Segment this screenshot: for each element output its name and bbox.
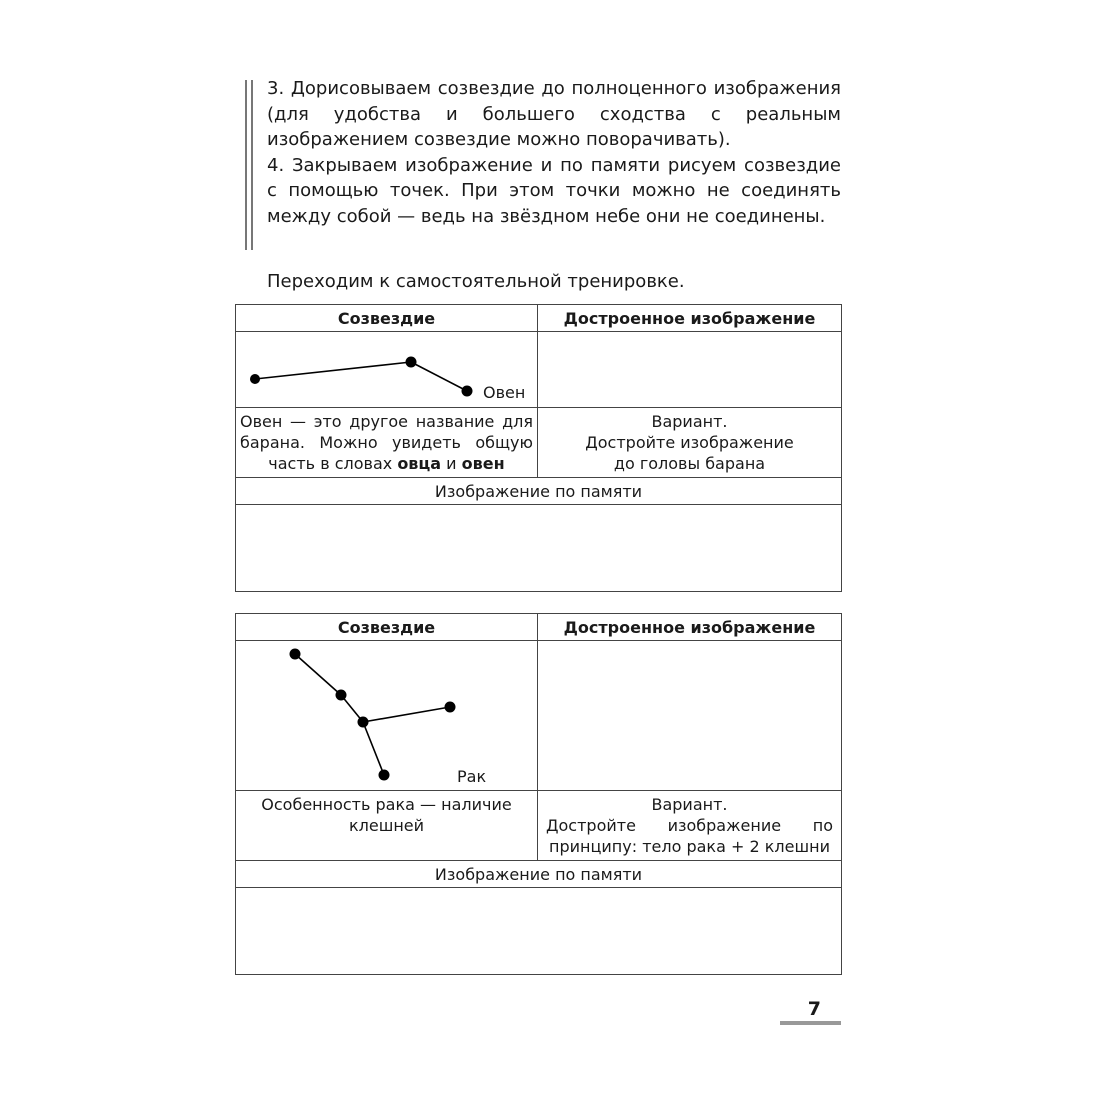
column-header-constellation: Созвездие [236,305,538,332]
star-dot [336,690,347,701]
star-dot [406,357,417,368]
page-number: 7 [807,998,821,1020]
column-header-completed-image: Достроенное изображение [538,305,842,332]
star-dot [379,770,390,781]
memory-drawing-header: Изображение по памяти [236,478,842,505]
star-link [363,707,450,722]
star-dot [462,386,473,397]
star-dot [358,717,369,728]
memory-drawing-area[interactable] [236,505,842,592]
hint-bold-word: овца [397,454,442,473]
star-link [255,362,411,379]
star-link [411,362,467,391]
aries-constellation-diagram [236,332,538,408]
page-number-rule [780,1021,841,1025]
star-dot [250,374,260,384]
exercise-table-aries [235,304,842,592]
variant-title: Вариант. [651,412,728,431]
variant-text: до головы барана [613,454,766,473]
transition-text: Переходим к самостоятельной тренировке. [267,271,685,292]
memory-drawing-header: Изображение по памяти [236,861,842,888]
constellation-label: Рак [457,767,487,786]
variant-text: Достройте изображение по принципу: тело рака + 2 клешни [546,816,833,856]
instructions-block [267,76,841,230]
column-header-completed-image: Достроенное изображение [538,614,842,641]
star-dot [445,702,456,713]
memory-drawing-area[interactable] [236,888,842,975]
constellation-label: Овен [483,383,526,402]
completed-image-area[interactable] [538,332,842,408]
star-dot [290,649,301,660]
cancer-constellation-diagram [236,641,538,791]
task-variant [538,408,842,478]
variant-title: Вариант. [651,795,728,814]
task-variant [538,791,842,861]
instruction-step-3: 3. Дорисовываем созвездие до полноценного изображения (для удобства и большего сходства с реальным изображением созвездие можно поворачивать). [267,78,841,151]
hint-text: Овен — это другое название для барана. Можно увидеть общую часть в словах [240,412,533,473]
constellation-hint: Особенность рака — наличие клешней [236,791,538,861]
constellation-drawing-cell [236,641,538,791]
star-link [363,722,384,775]
sidebar-decoration [245,80,259,250]
star-link [295,654,341,695]
hint-text: и [441,454,462,473]
constellation-drawing-cell [236,332,538,408]
column-header-constellation: Созвездие [236,614,538,641]
variant-text: Достройте изображение [585,433,794,452]
hint-bold-word: овен [461,454,505,473]
constellation-hint [236,408,538,478]
completed-image-area[interactable] [538,641,842,791]
exercise-table-cancer [235,613,842,975]
instruction-step-4: 4. Закрываем изображение и по памяти рисуем созвездие с помощью точек. При этом точки можно не соединять между собой — ведь на звёздном небе они не соединены. [267,154,841,227]
